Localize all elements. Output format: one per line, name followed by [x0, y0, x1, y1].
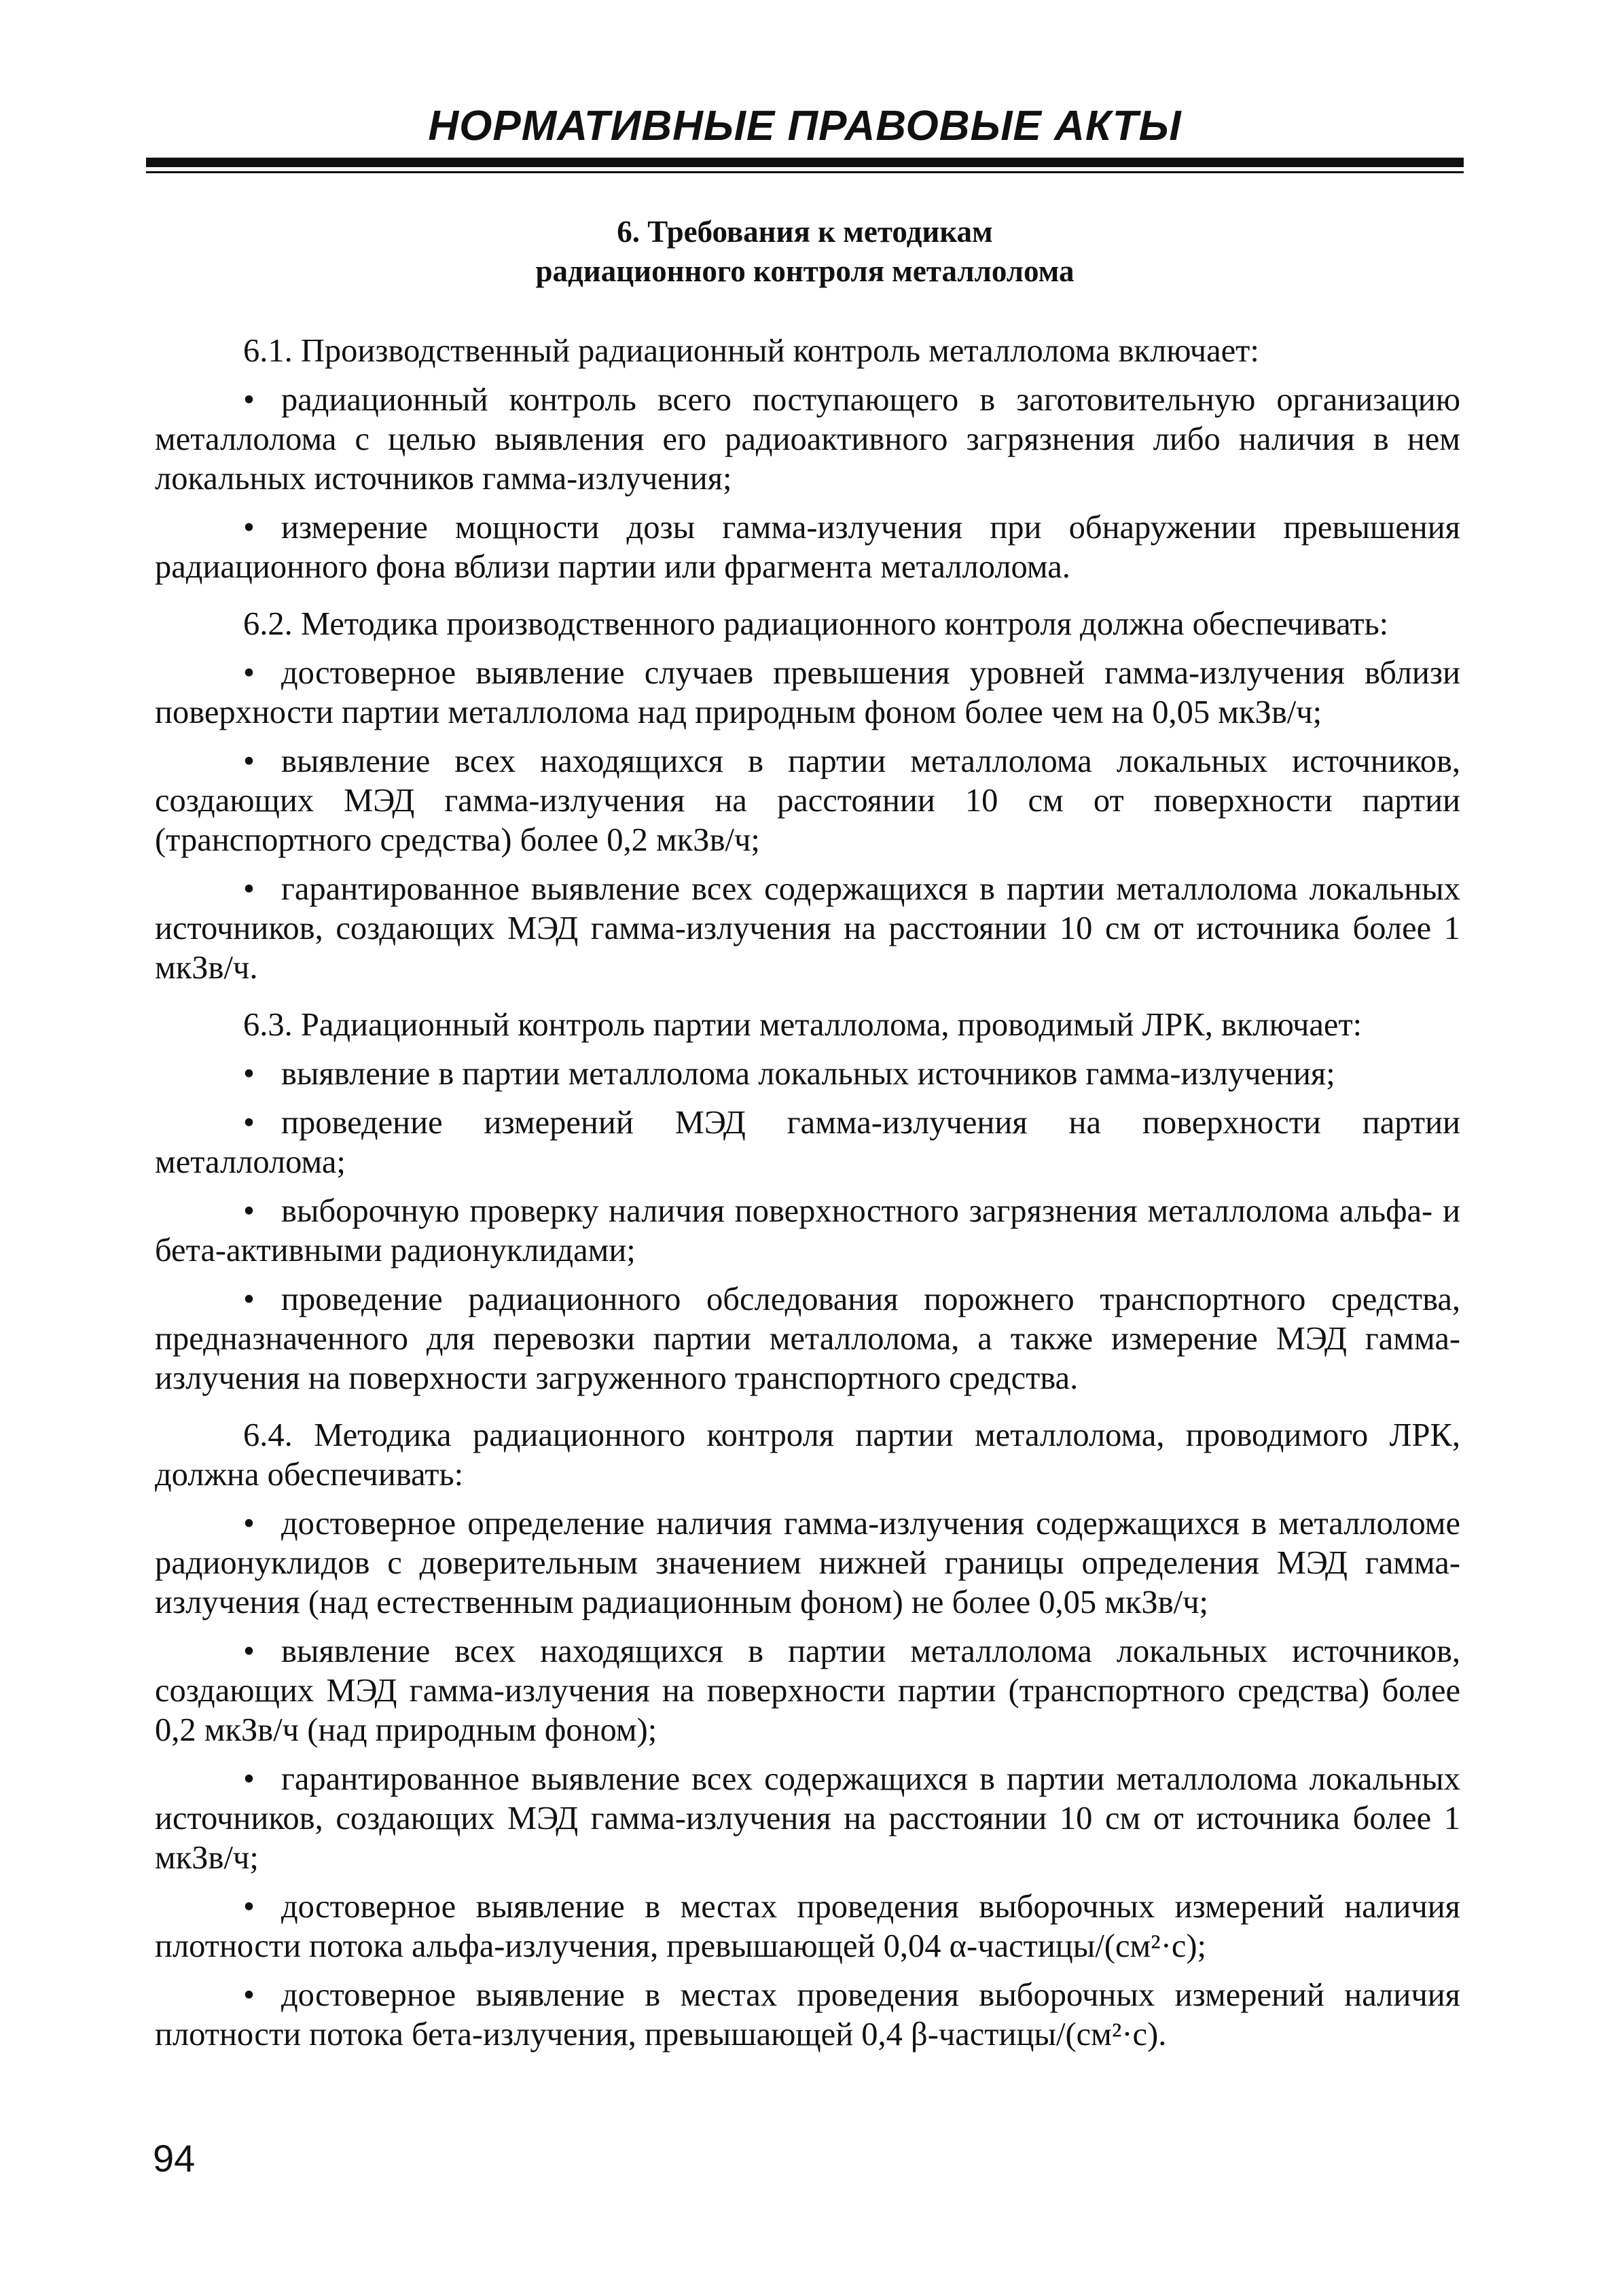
bullet-icon: •: [243, 1105, 255, 1141]
list-item: [155, 1976, 1460, 2055]
list-item: [155, 870, 1460, 988]
header-rule-thin: [146, 171, 1464, 173]
list-item-text: выявление всех находящихся в партии металлолома локальных источников, создающих МЭД гамма-излучения на поверхности партии (транспортного средства) более 0,2 мкЗв/ч (над природным фоном);: [155, 1633, 1460, 1748]
list-item: [155, 508, 1460, 587]
bullet-icon: •: [243, 871, 255, 907]
list-item-text: достоверное выявление в местах проведения выборочных измерений наличия плотности потока альфа-излучения, превышающей 0,04 α-частицы/(см²·с);: [155, 1889, 1460, 1964]
list-item-text: проведение радиационного обследования порожнего транспортного средства, предназначенного для перевозки партии металлолома, а также измерение МЭД гамма-излучения на поверхности загруженного транспортного средства.: [155, 1281, 1460, 1396]
running-header: НОРМАТИВНЫЕ ПРАВОВЫЕ АКТЫ: [428, 103, 1182, 149]
list-item-text: гарантированное выявление всех содержащихся в партии металлолома локальных источников, создающих МЭД гамма-излучения на расстоянии 10 см от источника более 1 мкЗв/ч.: [155, 871, 1460, 986]
list-item-text: проведение измерений МЭД гамма-излучения на поверхности партии металлолома;: [155, 1105, 1460, 1180]
list-item: [155, 1054, 1460, 1094]
section-title-line-2: радиационного контроля металлолома: [535, 254, 1075, 288]
bullet-icon: •: [243, 1281, 255, 1317]
bullet-icon: •: [243, 1889, 255, 1925]
header-rule-thick: [146, 158, 1464, 167]
paragraph: [155, 332, 1460, 371]
bullet-icon: •: [243, 1977, 255, 2013]
list-item-text: измерение мощности дозы гамма-излучения при обнаружении превышения радиационного фона вблизи партии или фрагмента металлолома.: [155, 510, 1460, 585]
paragraph: [155, 1416, 1460, 1495]
paragraph-text: 6.3. Радиационный контроль партии металлолома, проводимый ЛРК, включает:: [243, 1007, 1363, 1043]
section-title-line-1: 6. Требования к методикам: [617, 215, 993, 249]
list-item: [155, 1760, 1460, 1878]
bullet-icon: •: [243, 1506, 255, 1542]
list-item-text: выборочную проверку наличия поверхностного загрязнения металлолома альфа- и бета-активными радионуклидами;: [155, 1193, 1460, 1268]
list-item: [155, 1887, 1460, 1966]
list-item: [155, 380, 1460, 499]
bullet-icon: •: [243, 510, 255, 546]
list-item-text: гарантированное выявление всех содержащихся в партии металлолома локальных источников, создающих МЭД гамма-излучения на расстоянии 10 см от источника более 1 мкЗв/ч;: [155, 1761, 1460, 1876]
bullet-icon: •: [243, 1056, 255, 1092]
paragraph: [155, 605, 1460, 644]
bullet-icon: •: [243, 1193, 255, 1229]
document-body: [155, 332, 1460, 2055]
paragraph: [155, 1006, 1460, 1045]
paragraph-text: 6.1. Производственный радиационный контроль металлолома включает:: [243, 333, 1259, 369]
list-item-text: выявление в партии металлолома локальных источников гамма-излучения;: [281, 1056, 1335, 1092]
list-item: [155, 1103, 1460, 1182]
bullet-icon: •: [243, 1761, 255, 1797]
list-item: [155, 1632, 1460, 1750]
list-item-text: достоверное определение наличия гамма-излучения содержащихся в металлоломе радионуклидов с доверительным значением нижней границы определения МЭД гамма-излучения (над естественным радиационным фоном) не более 0,05 мкЗв/ч;: [155, 1506, 1460, 1620]
list-item: [155, 1192, 1460, 1271]
bullet-icon: •: [243, 1633, 255, 1669]
list-item: [155, 1504, 1460, 1622]
page-number: 94: [153, 2137, 196, 2180]
bullet-icon: •: [243, 743, 255, 779]
bullet-icon: •: [243, 655, 255, 691]
list-item-text: радиационный контроль всего поступающего в заготовительную организацию металлолома с целью выявления его радиоактивного загрязнения либо наличия в нем локальных источников гамма-излучения;: [155, 382, 1460, 497]
list-item-text: достоверное выявление в местах проведения выборочных измерений наличия плотности потока бета-излучения, превышающей 0,4 β-частицы/(см²·с).: [155, 1977, 1460, 2053]
list-item-text: достоверное выявление случаев превышения уровней гамма-излучения вблизи поверхности партии металлолома над природным фоном более чем на 0,05 мкЗв/ч;: [155, 655, 1460, 730]
paragraph-text: 6.4. Методика радиационного контроля партии металлолома, проводимого ЛРК, должна обеспечивать:: [155, 1417, 1460, 1493]
list-item: [155, 654, 1460, 732]
paragraph-text: 6.2. Методика производственного радиационного контроля должна обеспечивать:: [243, 606, 1389, 642]
list-item: [155, 742, 1460, 860]
section-title: [146, 212, 1464, 291]
bullet-icon: •: [243, 382, 255, 418]
list-item: [155, 1280, 1460, 1398]
list-item-text: выявление всех находящихся в партии металлолома локальных источников, создающих МЭД гамма-излучения на расстоянии 10 см от поверхности партии (транспортного средства) более 0,2 мкЗв/ч;: [155, 743, 1460, 858]
